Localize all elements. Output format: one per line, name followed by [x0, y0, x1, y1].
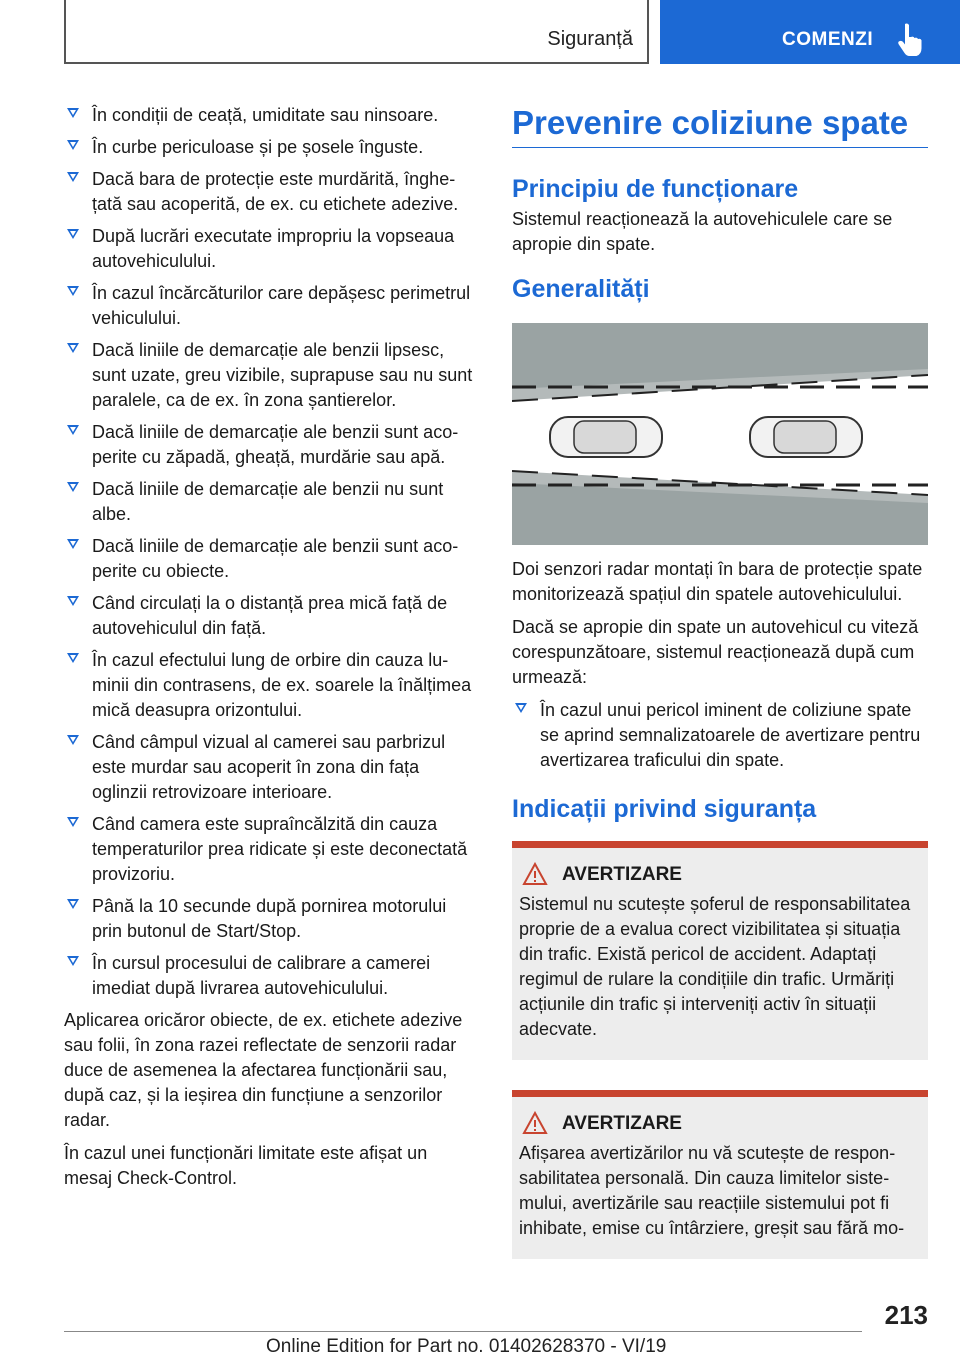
heading-general: Generalități	[512, 275, 650, 303]
hand-pointer-icon	[896, 22, 924, 56]
page-title: Prevenire coliziune spate	[512, 103, 928, 148]
tab-comenzi[interactable]	[660, 0, 960, 64]
triangle-bullet-icon	[67, 596, 79, 606]
triangle-bullet-icon	[67, 425, 79, 435]
list-item: În cazul încărcăturilor care depășesc perimetrul vehiculului.	[64, 281, 478, 331]
list-item: Până la 10 secunde după pornirea motorului prin butonul de Start/Stop.	[64, 894, 478, 944]
principle-text: Sistemul reacționează la autovehiculele care se apropie din spate.	[512, 209, 893, 254]
list-item: Dacă liniile de demarcație ale benzii nu sunt albe.	[64, 477, 478, 527]
triangle-bullet-icon	[67, 735, 79, 745]
warning-text: Sistemul nu scutește șoferul de responsabilitatea proprie de a evalua corect vizibilitatea și situația din trafic. Există pericol de accident. Adaptați regimul de rulare la condițiile din trafic. Urmăriți acțiunile din trafic și interveniți activ în situații adecvate.	[519, 894, 911, 1039]
triangle-bullet-icon	[67, 899, 79, 909]
section-title: Siguranță	[547, 28, 633, 50]
list-item: Dacă liniile de demarcație ale benzii sunt acoperite cu zăpadă, gheață, murdărie sau apă.	[64, 420, 478, 470]
header-section-box	[64, 0, 649, 64]
warning-box	[512, 1090, 928, 1259]
triangle-bullet-icon	[67, 343, 79, 353]
warning-title: AVERTIZARE	[522, 1111, 922, 1137]
paragraph-radar-objects: Aplicarea oricăror obiecte, de ex. etichete adezive sau folii, în zona razei reflectate de senzorii radar duce de asemenea la afectarea funcționării sau, după caz, și la ieșirea din funcțiune a senzorilor radar.	[64, 1010, 463, 1130]
list-item: Când camera este supraîncălzită din cauza temperaturilor prea ridicate și este deconectată provizoriu.	[64, 812, 478, 887]
triangle-bullet-icon	[67, 172, 79, 182]
footer-edition: Online Edition for Part no. 01402628370 - VI/19	[266, 1336, 667, 1357]
triangle-bullet-icon	[67, 286, 79, 296]
list-item: În curbe periculoase și pe șosele înguste.	[64, 135, 478, 160]
approach-description: Dacă se apropie din spate un autovehicul cu viteză corespunzătoare, sistemul reacționează după cum urmează:	[512, 617, 919, 687]
heading-safety: Indicații privind siguranța	[512, 795, 817, 823]
triangle-bullet-icon	[515, 703, 527, 713]
left-column	[64, 103, 478, 1199]
warning-box	[512, 841, 928, 1060]
list-item: Dacă liniile de demarcație ale benzii lipsesc, sunt uzate, greu vizibile, suprapuse sau nu sunt paralele, ca de ex. în zona șantierelor.	[64, 338, 478, 413]
triangle-bullet-icon	[67, 653, 79, 663]
triangle-bullet-icon	[67, 482, 79, 492]
tab-comenzi-label: COMENZI	[782, 29, 874, 50]
right-column	[512, 103, 928, 1259]
list-item: Dacă bara de protecție este murdărită, înghețată sau acoperită, de ex. cu etichete adezive.	[64, 167, 478, 217]
car-rear	[750, 417, 862, 457]
warning-triangle-icon	[522, 1111, 548, 1135]
list-item: După lucrări executate impropriu la vopseaua autovehiculului.	[64, 224, 478, 274]
list-item: În cazul unui pericol iminent de coliziune spate se aprind semnalizatoarele de avertizare pentru avertizarea traficului din spate.	[512, 698, 928, 773]
car-front	[550, 417, 662, 457]
footer-divider	[64, 1331, 862, 1332]
radar-illustration	[512, 323, 928, 545]
triangle-bullet-icon	[67, 229, 79, 239]
triangle-bullet-icon	[67, 539, 79, 549]
warning-title: AVERTIZARE	[522, 862, 922, 888]
page-number: 213	[884, 1300, 928, 1330]
list-item: În cazul efectului lung de orbire din cauza luminii din contrasens, de ex. soarele la înălțimea mică deasupra orizontului.	[64, 648, 478, 723]
figure-description: Doi senzori radar montați în bara de protecție spate monitorizează spațiul din spatele autovehiculului.	[512, 559, 923, 604]
warning-text: Afișarea avertizărilor nu vă scutește de responsabilitatea personală. Din cauza limitelor sistemului, avertizările sau reacțiile sistemului pot fi inhibate, emise cu întârziere, greșit sau fără mo-	[519, 1143, 905, 1238]
triangle-bullet-icon	[67, 140, 79, 150]
list-item: În cursul procesului de calibrare a camerei imediat după livrarea autovehiculului.	[64, 951, 478, 1001]
triangle-bullet-icon	[67, 956, 79, 966]
list-item: Când circulați la o distanță prea mică față de autovehiculul din față.	[64, 591, 478, 641]
list-item: Dacă liniile de demarcație ale benzii sunt acoperite cu obiecte.	[64, 534, 478, 584]
heading-principle: Principiu de funcționare	[512, 175, 799, 203]
warning-triangle-icon	[522, 862, 548, 886]
triangle-bullet-icon	[67, 108, 79, 118]
list-item: Când câmpul vizual al camerei sau parbrizul este murdar sau acoperit în zona din fața oglinzii retrovizoare interioare.	[64, 730, 478, 805]
list-item: În condiții de ceață, umiditate sau ninsoare.	[64, 103, 478, 128]
triangle-bullet-icon	[67, 817, 79, 827]
paragraph-check-control: În cazul unei funcționări limitate este afișat un mesaj Check-Control.	[64, 1143, 428, 1188]
